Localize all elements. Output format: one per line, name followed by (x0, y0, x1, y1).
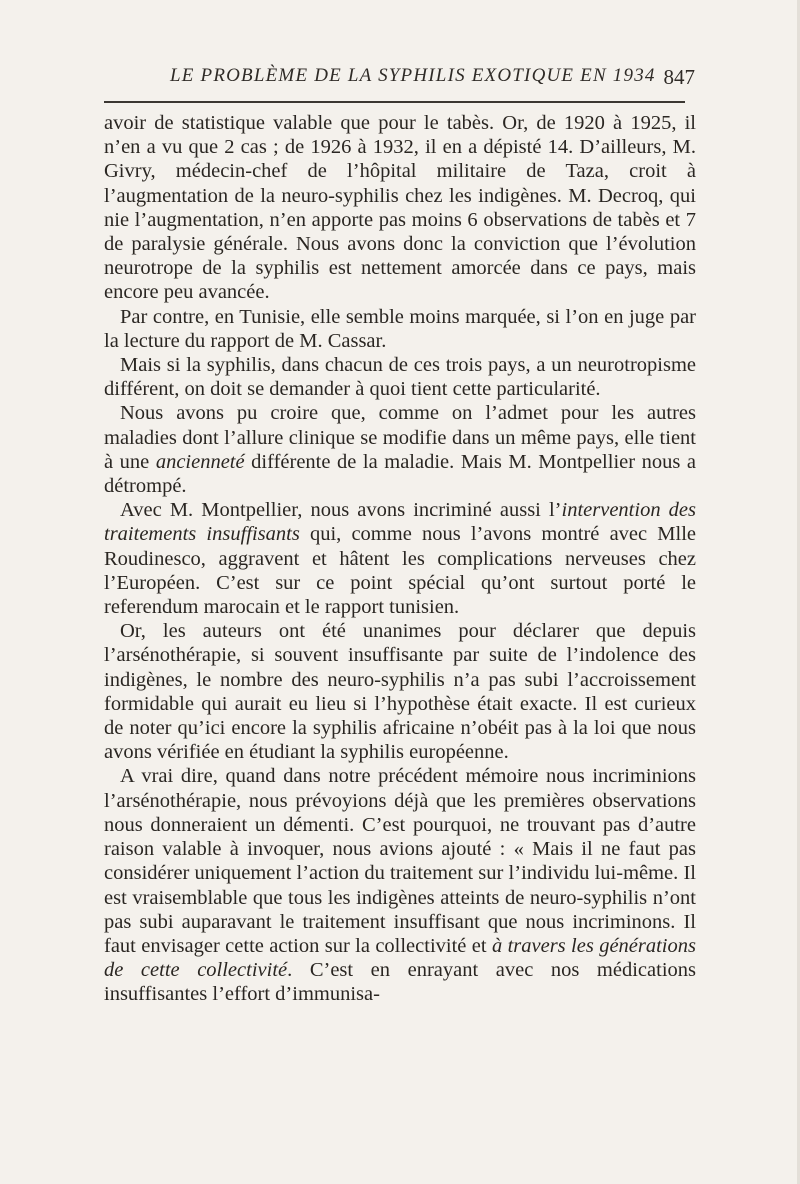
paragraph-4-text-start: Nous avons pu croire que, comme on l’admet pour les autres maladies dont l’allure clinique se modifie dans un même pays, elle tient à une (104, 402, 696, 473)
page-header (104, 58, 697, 92)
paragraph-1-text: avoir de statistique valable que pour le tabès. Or, de 1920 à 1925, il n’en a vu que 2 cas ; de 1926 à 1932, il en a dépisté 14. D’ailleurs, M. Givry, médecin-chef de l’hôpital militaire de Taza, croit à l’augmentation de la neuro-syphilis chez les indigènes. M. Decroq, qui nie l’augmentation, n’en apporte pas moins 6 observations de tabès et 7 de paralysie générale. Nous avons donc la conviction que l’évolution neurotrope de la syphilis est nettement amorcée dans ce pays, mais encore peu avancée. (104, 112, 696, 304)
paragraph-7-italic: à travers les générations de cette collectivité (104, 934, 696, 982)
paragraph-6 (104, 619, 696, 764)
paragraph-1 (104, 111, 696, 305)
paragraph-4-italic: ancienneté (155, 450, 245, 473)
paragraph-2 (104, 305, 696, 353)
paragraph-4-text-end: différente de la maladie. Mais M. Montpellier nous a détrompé. (104, 450, 696, 498)
body-text (104, 111, 696, 1007)
page-number: 847 (663, 65, 695, 89)
paragraph-5-text-end: qui, comme nous l’avons montré avec Mlle Roudinesco, aggravent et hâtent les complications nerveuses chez l’Européen. C’est sur ce point spécial qu’ont surtout porté le referendum marocain et le rapport tunisien. (104, 523, 696, 619)
paragraph-3-text: Mais si la syphilis, dans chacun de ces trois pays, a un neurotropisme différent, on doit se demander à quoi tient cette particularité. (104, 354, 696, 401)
running-title: LE PROBLÈME DE LA SYPHILIS EXOTIQUE EN 1934 (170, 65, 656, 86)
paragraph-2-text: Par contre, en Tunisie, elle semble moins marquée, si l’on en juge par la lecture du rapport de M. Cassar. (104, 305, 696, 352)
header-rule (104, 101, 685, 103)
paragraph-7-text-end: . C’est en enrayant avec nos médications insuffisantes l’effort d’immunisa- (104, 959, 696, 1006)
paragraph-5-text-start: Avec M. Montpellier, nous avons incriminé aussi l’ (120, 499, 562, 522)
paragraph-3 (104, 353, 696, 401)
paragraph-4 (104, 401, 696, 498)
paragraph-7-text-start: A vrai dire, quand dans notre précédent mémoire nous incriminions l’arsénothérapie, nous prévoyions déjà que les premières observations nous donneraient un démenti. C’est pourquoi, ne trouvant pas d’autre raison valable à invoquer, nous avions ajouté : « Mais il ne faut pas considérer uniquement l’action du traitement sur l’individu lui-même. Il est vraisemblable que tous les indigènes atteints de neuro-syphilis n’ont pas subi auparavant le traitement insuffisant que nous incriminons. Il faut envisager cette action sur la collectivité et (104, 765, 696, 957)
paragraph-5 (104, 498, 696, 619)
paragraph-5-italic: intervention des traitements insuffisants (104, 499, 696, 546)
paragraph-6-text: Or, les auteurs ont été unanimes pour déclarer que depuis l’arsénothérapie, si souvent insuffisante par suite de l’indolence des indigènes, le nombre des neuro-syphilis n’a pas subi l’accroissement formidable qui aurait eu lieu si l’hypothèse était exacte. Il est curieux de noter qu’ici encore la syphilis africaine n’obéit pas à la loi que nous avons vérifiée en étudiant la syphilis européenne. (104, 620, 696, 764)
paragraph-7 (104, 764, 696, 1006)
